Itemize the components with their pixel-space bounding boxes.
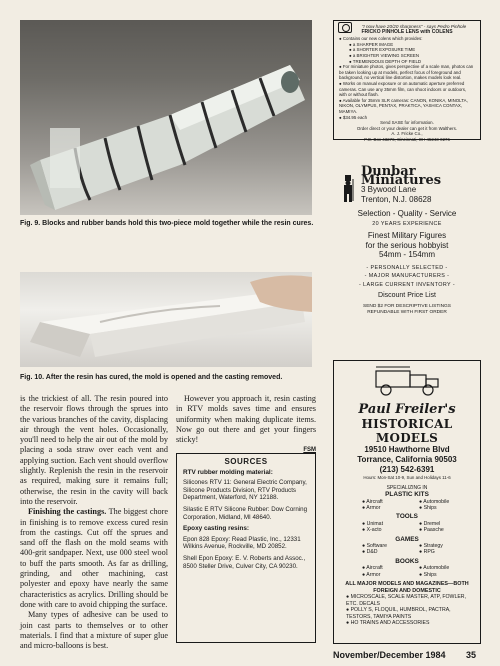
list-item: ● Armor (362, 505, 419, 511)
freiler-phone: (213) 542-6391 (379, 465, 435, 475)
article-paragraph: is the trickiest of all. The resin poured into the reservoir flows through the sprues into the various branches of the cavity, displacing air through the vent holes. Occasionally, you'll need to help the air out of the mold by placing a soda straw over each vent and applying suction. Each vent should overflow slightly. Replenish the resin in the reservoir as required, making sure it remains full; otherwise, the resin in the cavity will back into the reservoir. (20, 394, 168, 506)
dunbar-city: Trenton, N.J. 08628 (361, 194, 432, 204)
dunbar-refund: REFUNDABLE WITH FIRST ORDER (367, 309, 447, 315)
dunbar-selected: - PERSONALLY SELECTED - (366, 264, 448, 271)
extras-list (338, 594, 476, 626)
list-item: ● Armor (362, 572, 419, 578)
list-item: ● X-acto (362, 527, 419, 533)
benefit-item: ● a SHORTER EXPOSURE TIME (349, 47, 475, 53)
benefit-item: ● TREMENDOUS DEPTH OF FIELD (349, 59, 475, 65)
sources-box (176, 453, 316, 643)
kits-list (338, 499, 476, 512)
article-paragraph (20, 507, 168, 610)
ad-send: Send SASE for information. (380, 120, 434, 126)
benefit-item: ● a BRIGHTER VIEWING SCREEN (349, 53, 475, 59)
source-entry: Shell Epon Epoxy: E. V. Roberts and Assoc., 8500 Steller Drive, Culver City, CA 90230. (183, 554, 306, 570)
ad-order: Order direct or your dealer can get it from Walthers. (356, 125, 458, 131)
tools-list (338, 521, 476, 534)
list-item: ● Strategy (419, 543, 476, 549)
list-item: ● Aircraft (362, 565, 419, 571)
article-text: The biggest chore in finishing is to remove excess cured resin from the castings. Cut off the sprues and sand off the flash on the mold seams with 400-grit sandpaper. Next, use 000 steel wool to buff the parts smooth. As far as drilling, grinding, and other machining, cast polyester and epoxy have nearly the same characteristics as acrylics. Drilling should be done with care to avoid chipping the surface. (20, 507, 168, 609)
figure-9-photo (20, 20, 312, 215)
ad-address: P.O. Box 43276, Cincinnati, OH 45243-0276 (364, 136, 450, 142)
dunbar-discount: Discount Price List (378, 292, 436, 299)
issue-date: November/December 1984 (333, 650, 446, 660)
freiler-hours: Hours: Mon-Sat 10-9, Sun and Holidays 11-6 (363, 475, 451, 481)
article-column-1 (20, 394, 168, 651)
section-title: PLASTIC KITS (385, 491, 429, 499)
all-major: ALL MAJOR MODELS AND MAGAZINES—BOTH FOREIGN AND DOMESTIC (345, 581, 469, 594)
list-item: ● Software (362, 543, 419, 549)
ad-quote: "I now have 20/20 sharpness" - says Pedro Pinhole (361, 24, 467, 29)
dunbar-send: SEND $2 FOR DESCRIPTIVE LISTINGS (363, 303, 451, 309)
figure-9-caption: Fig. 9. Blocks and rubber bands hold this two-piece mold together while the resin cures. (20, 220, 314, 227)
run-in-heading: Finishing the castings. (28, 507, 107, 517)
dunbar-service: Selection - Quality - Service (357, 209, 457, 218)
source-entry: Silastic E RTV Silicone Rubber: Dow Corning Corporation, Midland, MI 48640. (183, 505, 308, 521)
vintage-truck-icon (372, 365, 442, 397)
fsm-signoff: FSM (303, 447, 316, 454)
list-item: ● Aircraft (362, 499, 419, 505)
freiler-ad (333, 360, 481, 644)
ad-headline: FRICKO PINHOLE LENS with COLENS (361, 28, 453, 35)
freiler-street: 19510 Hawthorne Blvd (364, 445, 450, 455)
article-paragraph: However you approach it, resin casting in RTV molds saves time and ensures uniformity when making duplicate items. Now go out there and get your fingers sticky! (176, 394, 316, 445)
specializing-label: SPECIALIZING IN (386, 484, 428, 491)
dunbar-finest: Finest Military Figures (367, 231, 447, 240)
article-paragraph: Many types of adhesive can be used to join cast parts to themselves or to other materials. I find that a mixture of super glue and micro-balloons is best. (20, 610, 168, 651)
ad-point: ● Works on manual exposure or on automatic aperture preferred cameras. Can use any 35mm film, can shoot indoors or outdoors, with or without flash. (339, 81, 475, 98)
list-item: ● D&D (362, 549, 419, 555)
dunbar-inventory: - LARGE CURRENT INVENTORY - (358, 281, 456, 288)
books-list (338, 565, 476, 578)
fricko-ad (333, 20, 481, 140)
freiler-name-2: HISTORICAL MODELS (361, 417, 453, 446)
section-title: GAMES (395, 535, 419, 543)
list-item: ● Paasche (419, 527, 476, 533)
section-title: TOOLS (396, 513, 418, 521)
freiler-city: Torrance, California 90503 (357, 455, 457, 465)
list-item: ● Automobile (419, 565, 476, 571)
epoxy-heading: Epoxy casting resins: (183, 525, 250, 533)
ad-company: A. J. Fricke Co., (391, 131, 423, 137)
list-item: ● RPG (419, 549, 476, 555)
list-item: ● Automobile (419, 499, 476, 505)
list-item: ● MICROSCALE, SCALE MASTER, ATP, FOWLER, ETC. DECALS (346, 594, 476, 607)
lens-icon (338, 22, 352, 33)
dunbar-ad (333, 164, 481, 354)
dunbar-sizes: 54mm - 154mm (378, 250, 435, 259)
list-item: ● HO TRAINS AND ACCESSORIES (346, 620, 476, 626)
list-item: ● Unimat (362, 521, 419, 527)
freiler-name-1: Paul Freiler's (358, 402, 456, 418)
rtv-heading: RTV rubber molding material: (183, 468, 273, 476)
ad-point: ● For miniature photos, gives perspective of a scale man, photos can be taken looking up at models, perfect focus of foreground and background, no vertical line distortion, makes models look real. (339, 64, 475, 81)
figure-10-photo (20, 272, 312, 367)
sources-title: SOURCES (224, 457, 268, 466)
list-item: ● POLLY S, FLOQUIL, HUMBROL, PACTRA, TESTORS, TAMIYA PAINTS (346, 607, 476, 620)
list-item: ● Ships (419, 572, 476, 578)
dunbar-manufacturers: - MAJOR MANUFACTURERS - (364, 273, 450, 279)
games-list (338, 543, 476, 556)
ad-point: ● Contains our new colens which provides: (339, 36, 475, 42)
list-item: ● Dremel (419, 521, 476, 527)
dunbar-street: 3 Bywood Lane (361, 185, 417, 194)
figure-10-caption: Fig. 10. After the resin has cured, the mold is opened and the casting removed. (20, 374, 283, 381)
benefit-item: ● a SHARPER IMAGE (349, 42, 475, 48)
dunbar-experience: 20 YEARS EXPERIENCE (372, 220, 442, 227)
source-entry: Epon 828 Epoxy: Read Plastic, Inc., 12331 Wilkins Avenue, Rockville, MD 20852. (183, 535, 301, 551)
section-title: BOOKS (395, 557, 419, 565)
list-item: ● Ships (419, 505, 476, 511)
article-column-2 (176, 394, 316, 456)
ad-price: ● $34.95 each (339, 115, 475, 121)
source-entry: Silicones RTV 11: General Electric Company, Silicone Products Division, RTV Products Department, Waterford, NY 12188. (183, 479, 307, 502)
dunbar-brand: Dunbar Miniatures (361, 164, 442, 188)
page-number: 35 (466, 650, 477, 660)
dunbar-serious: for the serious hobbyist (365, 240, 449, 250)
ad-point: ● Available for 35mm SLR cameras: CANON, KONIKA, MINOLTA, NIKON, OLYMPUS, PENTAX, PRAKTICA, YASHICA CONTAX, MAMIYA. (339, 98, 475, 115)
